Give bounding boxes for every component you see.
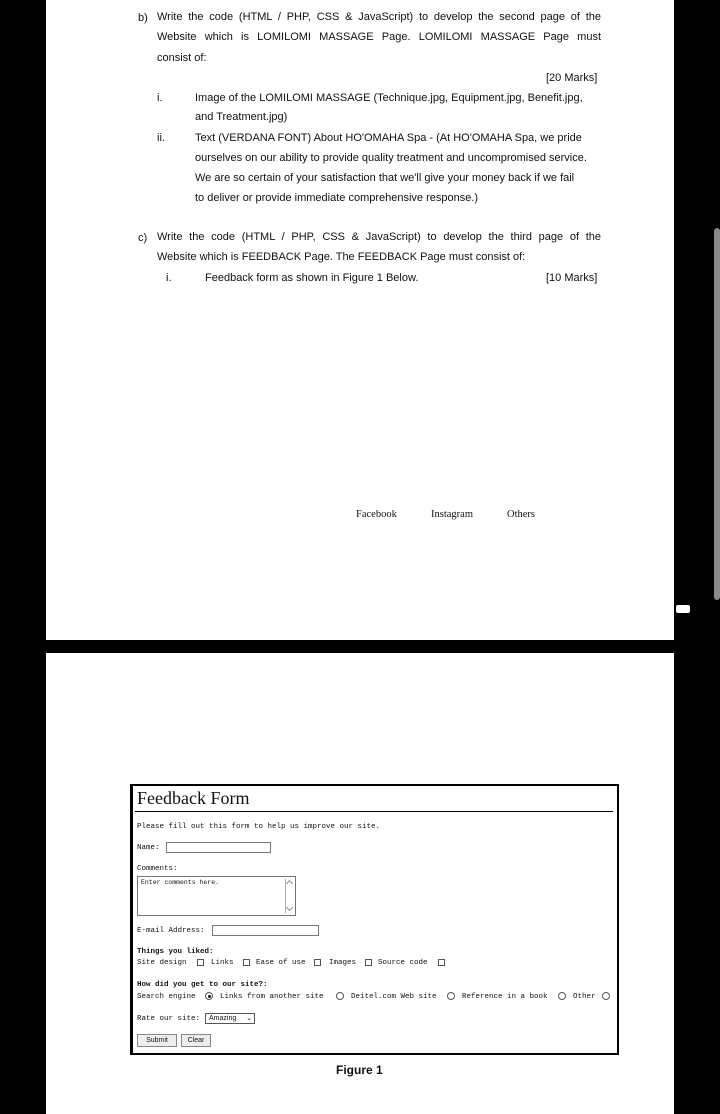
feedback-form <box>130 784 619 1055</box>
comments-textarea[interactable] <box>137 876 296 916</box>
source-label: How did you get to our site?: <box>137 981 268 989</box>
link-facebook[interactable]: Facebook <box>356 509 397 520</box>
form-title: Feedback Form <box>137 788 250 808</box>
item-number: i. <box>166 272 172 284</box>
scrollbar[interactable] <box>714 228 720 600</box>
question-c-label: c) <box>138 232 148 244</box>
source-option-label: Reference in a book <box>462 993 548 1001</box>
source-radio[interactable] <box>336 992 344 1000</box>
question-c-line: Website which is FEEDBACK Page. The FEEDBACK Page must consist of: <box>157 251 526 263</box>
item-text-line: We are so certain of your satisfaction that we'll give your money back if we fail <box>195 172 575 184</box>
liked-checkbox[interactable] <box>314 959 321 966</box>
item-text-line: Feedback form as shown in Figure 1 Below. <box>205 272 419 284</box>
form-intro: Please fill out this form to help us improve our site. <box>137 823 381 831</box>
source-radio[interactable] <box>447 992 455 1000</box>
liked-option-label: Links <box>211 959 234 967</box>
email-label: E-mail Address: <box>137 927 205 935</box>
name-label: Name: <box>137 844 160 852</box>
comments-placeholder: Enter comments here. <box>141 879 220 886</box>
email-input[interactable] <box>212 925 319 936</box>
submit-button[interactable]: Submit <box>137 1034 177 1047</box>
item-text-line: to deliver or provide immediate comprehensive response.) <box>195 192 479 204</box>
source-option-label: Search engine <box>137 993 196 1001</box>
question-b-line: consist of: <box>157 52 207 64</box>
scroll-position-marker <box>676 605 690 613</box>
item-text-line: Text (VERDANA FONT) About HO'OMAHA Spa - (At HO'OMAHA Spa, we pride <box>195 132 582 144</box>
marks-label: [20 Marks] <box>546 72 598 84</box>
source-option-label: Other <box>573 993 596 1001</box>
question-b-line: Write the code (HTML / PHP, CSS & JavaScript) to develop the second page of the <box>157 11 601 23</box>
item-text-line: ourselves on our ability to provide quality treatment and uncompromised service. <box>195 152 587 164</box>
clear-button[interactable]: Clear <box>181 1034 211 1047</box>
source-radio[interactable] <box>602 992 610 1000</box>
source-option-label: Links from another site <box>220 993 324 1001</box>
source-radio[interactable] <box>558 992 566 1000</box>
liked-checkbox[interactable] <box>197 959 204 966</box>
rate-label: Rate our site: <box>137 1015 201 1023</box>
liked-checkbox[interactable] <box>243 959 250 966</box>
question-c-line: Write the code (HTML / PHP, CSS & JavaScript) to develop the third page of the <box>157 231 601 243</box>
link-instagram[interactable]: Instagram <box>431 509 473 520</box>
item-number: ii. <box>157 132 165 144</box>
question-b-line: Website which is LOMILOMI MASSAGE Page. LOMILOMI MASSAGE Page must <box>157 31 601 43</box>
liked-checkbox[interactable] <box>438 959 445 966</box>
liked-option-label: Images <box>329 959 357 967</box>
item-number: i. <box>157 92 163 104</box>
link-others[interactable]: Others <box>507 509 535 520</box>
liked-option-label: Ease of use <box>256 959 306 967</box>
comments-label: Comments: <box>137 865 178 873</box>
marks-label: [10 Marks] <box>546 272 598 284</box>
liked-checkbox[interactable] <box>365 959 372 966</box>
chevron-down-icon: ⌄ <box>246 1015 252 1022</box>
textarea-scroll-arrows[interactable] <box>285 879 294 913</box>
liked-option-label: Site design <box>137 959 187 967</box>
rate-select-value: Amazing <box>209 1015 237 1022</box>
liked-option-label: Source code <box>378 959 428 967</box>
question-b-label: b) <box>138 12 148 24</box>
rate-select[interactable] <box>205 1013 255 1024</box>
name-input[interactable] <box>166 842 271 853</box>
item-text-line: Image of the LOMILOMI MASSAGE (Technique.jpg, Equipment.jpg, Benefit.jpg, <box>195 92 583 104</box>
source-radio-selected[interactable] <box>205 992 213 1000</box>
figure-caption: Figure 1 <box>336 1063 383 1077</box>
title-divider <box>135 811 613 812</box>
liked-label: Things you liked: <box>137 948 214 956</box>
source-option-label: Deitel.com Web site <box>351 993 437 1001</box>
item-text-line: and Treatment.jpg) <box>195 111 288 123</box>
